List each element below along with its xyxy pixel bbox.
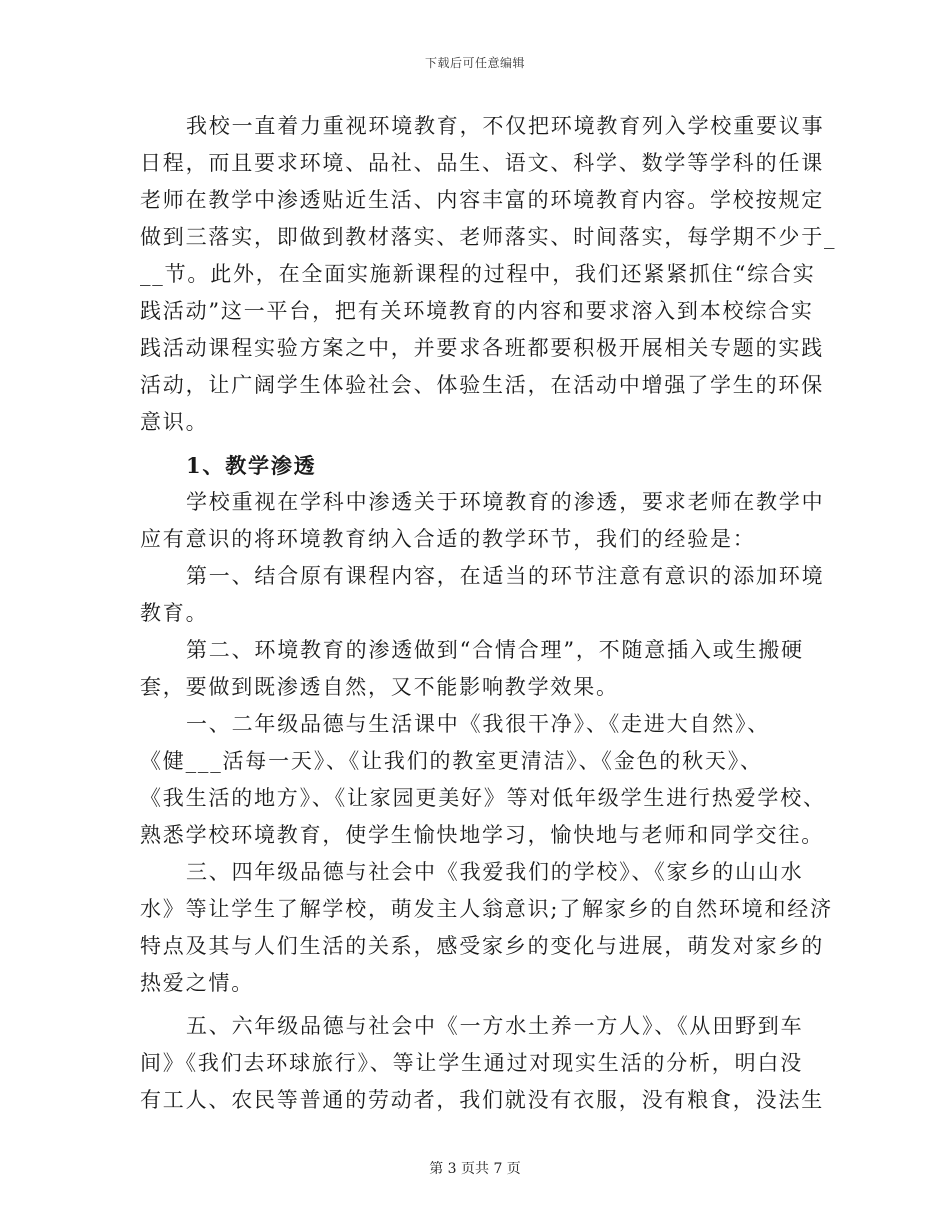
text-line: 特点及其与人们生活的关系，感受家乡的变化与进展，萌发对家乡的 — [140, 934, 824, 958]
text-line: 践活动”这一平台，把有关环境教育的内容和要求溶入到本校综合实 — [140, 299, 814, 323]
text-line: 日程，而且要求环境、品社、品生、语文、科学、数学等学科的任课 — [140, 151, 824, 175]
text-line: 五、六年级品德与社会中《一方水土养一方人》、《从田野到车 — [186, 1014, 804, 1038]
text-line: 教育。 — [140, 601, 209, 625]
text-line: 熟悉学校环境教育，使学生愉快地学习，愉快地与老师和同学交往。 — [140, 823, 824, 847]
text-line: 意识。 — [140, 410, 209, 434]
text-line: 应有意识的将环境教育纳入合适的教学环节，我们的经验是： — [140, 527, 756, 551]
section-heading: 1、教学渗透 — [186, 453, 317, 478]
page-footer: 第 3 页共 7 页 — [429, 1161, 521, 1177]
text-line: 《我生活的地方》、《让家园更美好》等对低年级学生进行热爱学校、 — [140, 786, 826, 810]
text-line: 有工人、农民等普通的劳动者，我们就没有衣服，没有粮食，没法生 — [140, 1088, 824, 1112]
text-line: 套，要做到既渗透自然，又不能影响教学效果。 — [140, 675, 619, 699]
text-line: 第二、环境教育的渗透做到“合情合理”，不随意插入或生搬硬 — [186, 638, 804, 662]
text-line: 学校重视在学科中渗透关于环境教育的渗透，要求老师在教学中 — [186, 490, 825, 514]
text-line: 老师在教学中渗透贴近生活、内容丰富的环境教育内容。学校按规定 — [140, 188, 824, 212]
text-line: 间》《我们去环球旅行》、等让学生通过对现实生活的分析，明白没 — [140, 1051, 803, 1075]
text-line: 一、二年级品德与生活课中《我很干净》、《走进大自然》、 — [186, 712, 771, 736]
text-line: 三、四年级品德与社会中《我爱我们的学校》、《家乡的山山水 — [186, 860, 804, 884]
text-line: 践活动课程实验方案之中，并要求各班都要积极开展相关专题的实践 — [140, 336, 824, 360]
text-line: 活动，让广阔学生体验社会、体验生活，在活动中增强了学生的环保 — [140, 373, 824, 397]
text-line: 水》等让学生了解学校，萌发主人翁意识;了解家乡的自然环境和经济 — [140, 897, 833, 921]
page-header: 下载后可任意编辑 — [424, 56, 525, 70]
text-line: 做到三落实，即做到教材落实、老师落实、时间落实，每学期不少于_ — [140, 225, 837, 249]
text-line: 我校一直着力重视环境教育，不仅把环境教育列入学校重要议事 — [186, 114, 825, 138]
text-line: 热爱之情。 — [140, 971, 254, 995]
body-text — [140, 108, 837, 1119]
text-line: 《健___活每一天》、《让我们的教室更清洁》、《金色的秋天》、 — [140, 749, 763, 773]
text-line: __节。此外，在全面实施新课程的过程中，我们还紧紧抓住“综合实 — [140, 262, 816, 286]
text-line: 第一、结合原有课程内容，在适当的环节注意有意识的添加环境 — [186, 564, 825, 588]
